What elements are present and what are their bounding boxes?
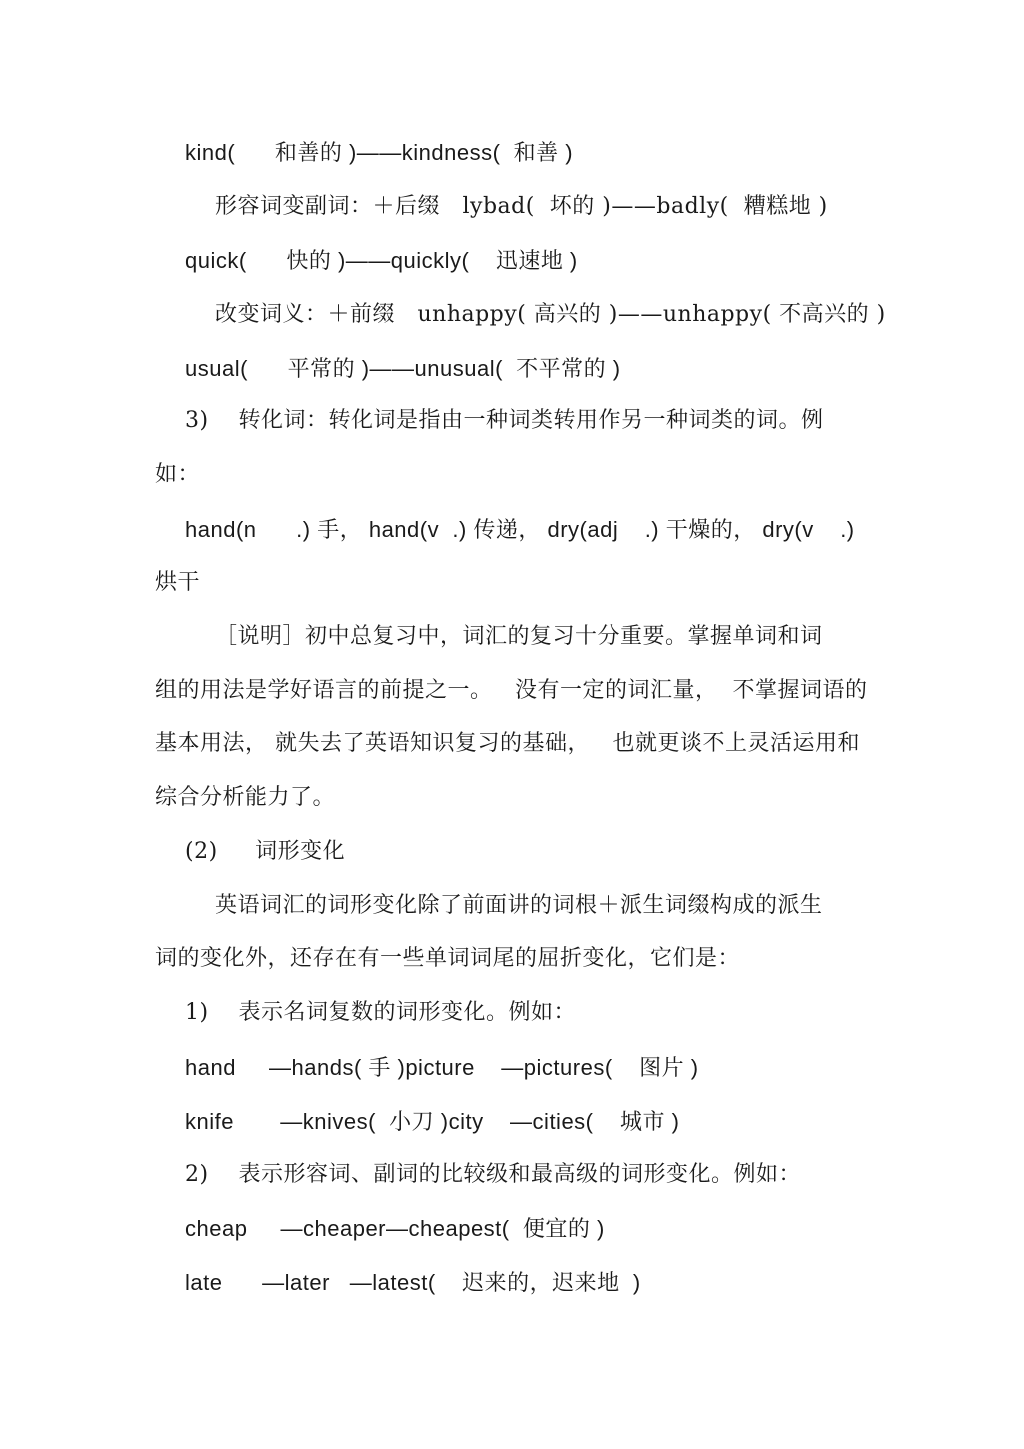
- text-line: 英语词汇的词形变化除了前面讲的词根＋派生词缀构成的派生: [215, 893, 823, 918]
- text-line: 词的变化外，还存在有一些单词词尾的屈折变化，它们是：: [155, 946, 741, 971]
- text-line: hand(n .) 手， hand(v .) 传递， dry(adj .) 干燥的， dry(v .): [185, 517, 855, 542]
- text-line: ［说明］初中总复习中，词汇的复习十分重要。掌握单词和词: [215, 624, 823, 649]
- text-line: 烘干: [155, 570, 201, 595]
- text-line: 综合分析能力了。: [155, 785, 336, 810]
- text-line: hand —hands( 手 )picture —pictures( 图片 ): [185, 1055, 699, 1080]
- text-line: 基本用法， 就失去了英语知识复习的基础， 也就更谈不上灵活运用和: [155, 731, 860, 756]
- text-line: 形容词变副词：＋后缀 lybad( 坏的 )——badly( 糟糕地 ): [215, 194, 828, 219]
- text-line: quick( 快的 )——quickly( 迅速地 ): [185, 248, 578, 273]
- text-line: 2) 表示形容词、副词的比较级和最高级的词形变化。例如：: [185, 1162, 802, 1187]
- text-line: 3) 转化词：转化词是指由一种词类转用作另一种词类的词。例: [185, 408, 824, 433]
- text-line: 1) 表示名词复数的词形变化。例如：: [185, 1000, 577, 1025]
- text-line: 改变词义：＋前缀 unhappy( 高兴的 )——unhappy( 不高兴的 ): [215, 302, 886, 327]
- text-line: knife —knives( 小刀 )city —cities( 城市 ): [185, 1109, 680, 1134]
- text-line: usual( 平常的 )——unusual( 不平常的 ): [185, 356, 621, 381]
- section-heading: (2) 词形变化: [185, 839, 346, 864]
- text-line: kind( 和善的 )——kindness( 和善 ): [185, 140, 574, 165]
- text-line: 如：: [155, 462, 201, 487]
- text-line: late —later —latest( 迟来的，迟来地 ): [185, 1270, 641, 1295]
- text-line: 组的用法是学好语言的前提之一。 没有一定的词汇量， 不掌握词语的: [155, 678, 868, 703]
- text-line: cheap —cheaper—cheapest( 便宜的 ): [185, 1216, 605, 1241]
